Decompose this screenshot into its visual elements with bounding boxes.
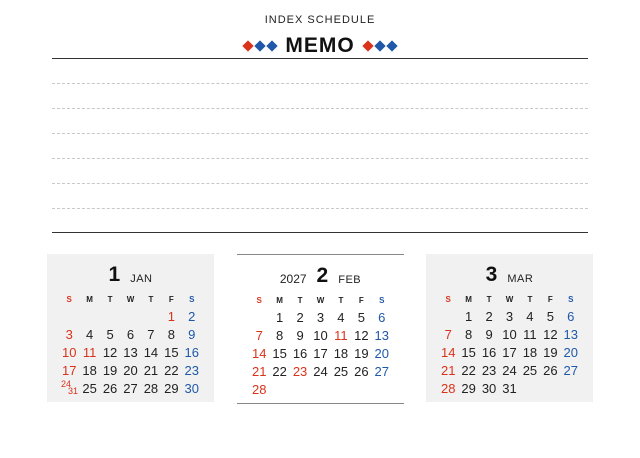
day-cell: 9 (296, 328, 304, 343)
day-cell: 11 (334, 328, 348, 343)
day-cell: 5 (357, 310, 365, 325)
day-cell: 16 (184, 345, 200, 360)
day-cell: 18 (333, 346, 349, 361)
day-cell: 25 (333, 364, 349, 379)
weekday-label: T (297, 296, 303, 305)
day-cell: 2 (188, 309, 196, 324)
day-number: 24 (61, 379, 72, 389)
weekday-label: S (66, 295, 72, 304)
day-cell (79, 308, 99, 326)
day-cell (120, 308, 140, 326)
memo-bottom-rule (52, 232, 588, 233)
page-title: MEMO (285, 34, 355, 57)
weekday-header (59, 292, 202, 308)
day-cell: 17 (502, 345, 517, 360)
month-name: FEB (338, 274, 362, 286)
day-cell (59, 308, 79, 326)
weekday-label: M (86, 295, 93, 304)
day-cell: 20 (563, 345, 579, 360)
calendar-january (47, 254, 214, 402)
month-name: MAR (507, 273, 534, 285)
day-grid (249, 309, 392, 399)
day-cell: 20 (123, 363, 138, 378)
day-cell: 23 (481, 363, 497, 378)
diamond-icon (374, 40, 385, 51)
day-cell: 5 (106, 327, 114, 342)
day-cell: 22 (164, 363, 179, 378)
day-cell (310, 381, 330, 399)
day-cell: 16 (292, 346, 308, 361)
day-cell: 15 (272, 346, 287, 361)
day-cell: 25 (82, 381, 97, 396)
day-cell: 31 (502, 381, 517, 396)
day-cell: 10 (61, 345, 77, 360)
weekday-label: T (527, 295, 533, 304)
day-cell: 21 (440, 363, 456, 378)
day-cell (100, 308, 120, 326)
day-cell (561, 380, 581, 398)
weekday-label: S (379, 296, 385, 305)
weekday-label: S (256, 296, 262, 305)
day-cell: 2 (485, 309, 493, 324)
weekday-label: S (568, 295, 574, 304)
day-cell: 7 (444, 327, 452, 342)
weekday-label: W (505, 295, 514, 304)
day-cell: 30 (184, 381, 200, 396)
month-number: 3 (485, 263, 498, 286)
day-cell: 7 (255, 328, 263, 343)
memo-line (52, 183, 588, 184)
day-cell: 18 (82, 363, 97, 378)
day-cell: 26 (543, 363, 558, 378)
day-cell (141, 308, 161, 326)
year-label: 2027 (279, 272, 307, 286)
day-cell: 13 (123, 345, 138, 360)
day-cell: 1 (167, 309, 175, 324)
day-cell: 8 (167, 327, 175, 342)
day-cell: 3 (316, 310, 325, 325)
day-cell: 23 (184, 363, 200, 378)
day-cell: 22 (461, 363, 476, 378)
day-cell (438, 308, 458, 326)
day-number: 31 (68, 386, 79, 396)
weekday-label: S (445, 295, 451, 304)
day-cell: 19 (354, 346, 369, 361)
day-cell: 27 (123, 381, 138, 396)
day-cell: 30 (481, 381, 497, 396)
day-cell: 4 (526, 309, 534, 324)
memo-line (52, 158, 588, 159)
day-cell: 20 (374, 346, 390, 361)
day-cell: 22 (272, 364, 287, 379)
day-cell: 14 (440, 345, 456, 360)
diamond-icon (255, 40, 266, 51)
day-grid (438, 308, 581, 398)
weekday-label: M (465, 295, 472, 304)
weekday-label: T (148, 295, 154, 304)
day-cell: 14 (251, 346, 267, 361)
diamond-icon (267, 40, 278, 51)
weekday-label: T (338, 296, 344, 305)
day-cell: 13 (563, 327, 579, 342)
weekday-label: F (358, 296, 364, 305)
day-cell: 27 (563, 363, 579, 378)
calendar-march (426, 254, 593, 402)
day-grid (59, 308, 202, 398)
day-cell: 7 (147, 327, 155, 342)
memo-line (52, 108, 588, 109)
weekday-label: F (547, 295, 553, 304)
day-cell (540, 380, 560, 398)
day-cell: 5 (546, 309, 554, 324)
month-grid (249, 293, 392, 399)
day-cell: 4 (86, 327, 94, 342)
day-cell: 4 (337, 310, 345, 325)
day-cell: 8 (276, 328, 284, 343)
day-cell: 6 (567, 309, 575, 324)
day-cell: 21 (143, 363, 159, 378)
day-cell (290, 381, 310, 399)
day-cell: 1 (276, 310, 284, 325)
day-cell: 15 (461, 345, 476, 360)
diamond-icon (362, 40, 373, 51)
day-cell: 17 (313, 346, 328, 361)
day-cell: 24 (313, 364, 328, 379)
diamond-icon (243, 40, 254, 51)
day-cell: 29 (461, 381, 476, 396)
weekday-header (249, 293, 392, 309)
weekday-label: F (168, 295, 174, 304)
weekday-label: M (276, 296, 283, 305)
day-cell: 13 (374, 328, 390, 343)
month-name: JAN (130, 273, 153, 285)
day-cell: 28 (143, 381, 159, 396)
weekday-label: S (189, 295, 195, 304)
memo-line (52, 133, 588, 134)
header-title-row (0, 33, 640, 59)
day-cell: 19 (543, 345, 558, 360)
weekday-label: T (107, 295, 113, 304)
day-cell: 17 (61, 363, 77, 378)
calendar-february (237, 254, 404, 404)
month-header (426, 258, 593, 288)
day-cell: 24 (502, 363, 517, 378)
day-cell: 15 (164, 345, 179, 360)
day-cell: 10 (502, 327, 517, 342)
day-cell: 19 (102, 363, 118, 378)
diamond-ornament-right (363, 42, 397, 50)
weekday-label: W (316, 296, 325, 305)
day-cell: 11 (82, 345, 97, 360)
day-cell (249, 309, 269, 327)
month-grid (438, 292, 581, 398)
day-cell: 6 (126, 327, 135, 342)
day-cell: 11 (523, 327, 537, 342)
diamond-icon (386, 40, 397, 51)
day-cell: 28 (251, 382, 267, 397)
memo-line (52, 208, 588, 209)
day-cell (59, 380, 79, 398)
day-cell: 29 (164, 381, 179, 396)
day-cell: 12 (354, 328, 369, 343)
month-grid (59, 292, 202, 398)
day-cell: 9 (485, 327, 493, 342)
day-cell (372, 381, 392, 399)
day-cell: 26 (102, 381, 118, 396)
day-cell: 16 (481, 345, 497, 360)
day-cell: 14 (143, 345, 159, 360)
header-subtitle: INDEX SCHEDULE (264, 14, 376, 26)
day-cell: 25 (522, 363, 538, 378)
day-cell: 12 (102, 345, 118, 360)
memo-line (52, 83, 588, 84)
day-cell (331, 381, 351, 399)
diamond-ornament-left (243, 42, 277, 50)
weekday-header (438, 292, 581, 308)
day-cell: 21 (251, 364, 267, 379)
weekday-label: T (486, 295, 492, 304)
day-cell: 6 (378, 310, 386, 325)
day-cell (269, 381, 289, 399)
day-cell: 10 (313, 328, 328, 343)
day-cell: 18 (522, 345, 538, 360)
day-cell: 27 (374, 364, 390, 379)
weekday-label: W (126, 295, 135, 304)
day-cell (351, 381, 371, 399)
day-cell: 26 (354, 364, 369, 379)
day-cell: 2 (296, 310, 304, 325)
day-cell: 8 (465, 327, 473, 342)
day-cell: 12 (543, 327, 558, 342)
day-cell: 3 (65, 327, 73, 342)
memo-top-rule (52, 58, 588, 59)
day-cell: 1 (465, 309, 473, 324)
day-cell (520, 380, 540, 398)
day-cell: 23 (292, 364, 308, 379)
month-header (237, 259, 404, 289)
month-header (47, 258, 214, 288)
day-cell: 3 (505, 309, 514, 324)
month-number: 1 (108, 263, 121, 286)
day-cell: 9 (188, 327, 196, 342)
month-number: 2 (316, 264, 329, 287)
day-cell: 28 (440, 381, 456, 396)
